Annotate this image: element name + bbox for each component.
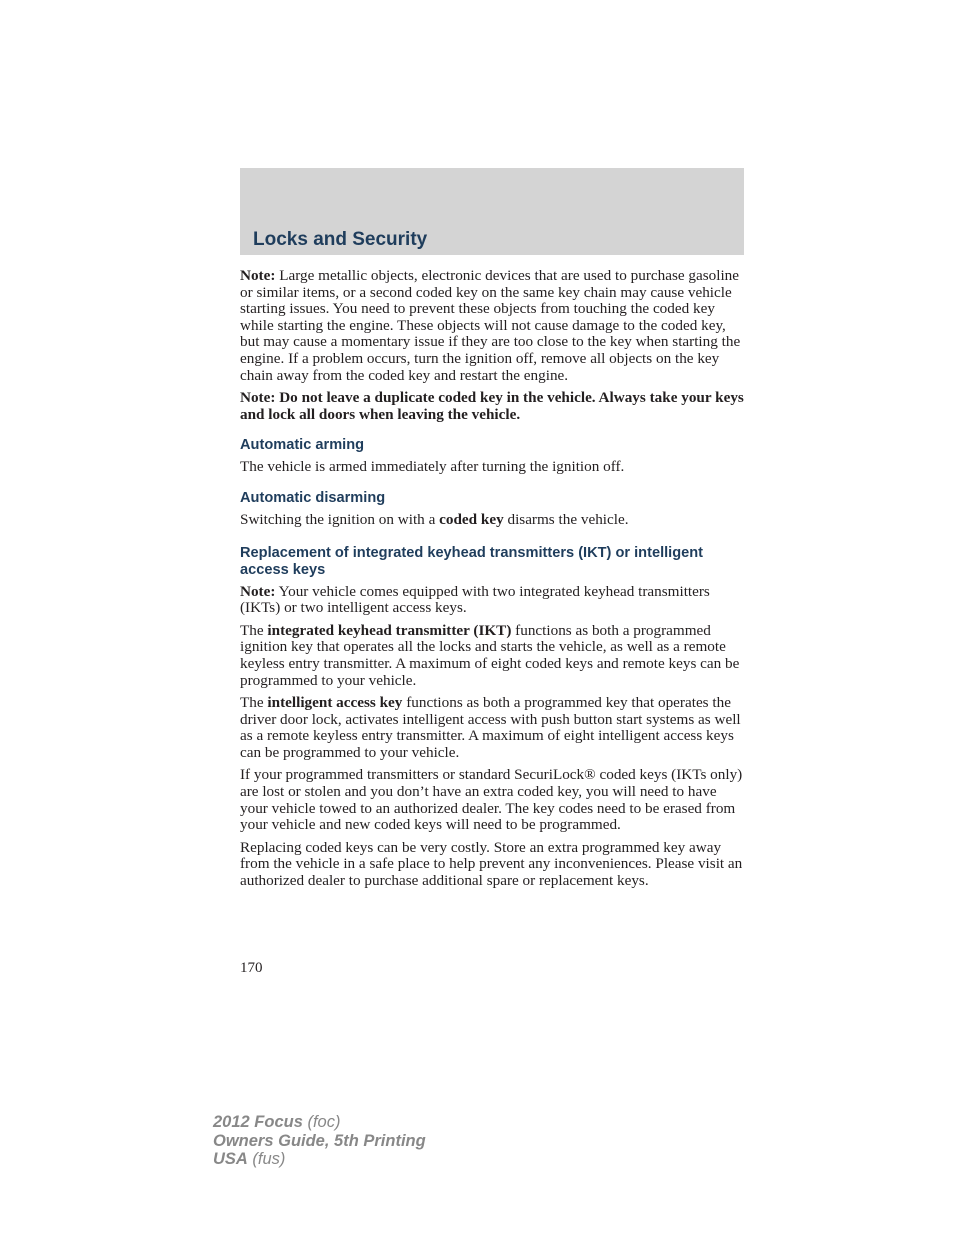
paragraph-automatic-disarming: Switching the ignition on with a coded key disarms the vehicle. <box>240 510 629 528</box>
paragraph-intelligent-access-key: The intelligent access key functions as both a programmed key that operates the driver door lock, activates intelligent access with push button start systems as well as a remote keyless entry transmitter. A maximum of eight intelligent access keys can be programmed to your vehicle. <box>240 694 741 761</box>
note-paragraph-duplicate-key: Note: Do not leave a duplicate coded key in the vehicle. Always take your keys and lock all doors when leaving the vehicle. <box>240 389 744 423</box>
heading-automatic-arming: Automatic arming <box>240 437 365 454</box>
page-content <box>240 268 746 896</box>
footer-line-model: 2012 Focus (foc) <box>213 1113 341 1131</box>
paragraph-automatic-arming: The vehicle is armed immediately after turning the ignition off. <box>240 458 625 476</box>
page-number: 170 <box>240 960 263 976</box>
heading-automatic-disarming: Automatic disarming <box>240 489 386 506</box>
section-title: Locks and Security <box>253 229 428 250</box>
document-footer <box>213 1113 426 1169</box>
paragraph-lost-keys: If your programmed transmitters or standard SecuriLock® coded keys (IKTs only) are lost or stolen and you don’t have an extra coded key, you will need to have your vehicle towed to an authorized dealer. The key codes need to be erased from your vehicle and new coded keys will need to be programmed. <box>240 766 743 834</box>
section-header-band <box>240 168 744 255</box>
note-paragraph-two-keys: Note: Your vehicle comes equipped with two integrated keyhead transmitters (IKTs) or two intelligent access keys. <box>240 582 710 617</box>
note-label: Note: <box>240 267 276 284</box>
note-label: Note: <box>240 582 276 600</box>
note-paragraph-metallic-objects: Note: Large metallic objects, electronic devices that are used to purchase gasoline or similar items, or a second coded key on the same key chain may cause vehicle starting issues. You need to prevent these objects from touching the coded key while starting the engine. These objects will not cause damage to the coded key, but may cause a momentary issue if they are too close to the key when starting the engine. If a problem occurs, turn the ignition off, remove all objects on the key chain away from the coded key and restart the engine. <box>240 267 741 384</box>
footer-line-market: USA (fus) <box>213 1150 286 1168</box>
paragraph-replacing-keys: Replacing coded keys can be very costly. Store an extra programmed key away from the vehicle in a safe place to help prevent any inconveniences. Please visit an authorized dealer to purchase additional spare or replacement keys. <box>240 838 743 890</box>
footer-line-edition: Owners Guide, 5th Printing <box>213 1131 426 1150</box>
paragraph-ikt: The integrated keyhead transmitter (IKT) functions as both a programmed ignition key that operates all the locks and starts the vehicle, as well as a remote keyless entry transmitter. A maximum of eight coded keys and remote keys can be programmed to your vehicle. <box>240 621 740 689</box>
heading-replacement-keys: Replacement of integrated keyhead transmitters (IKT) or intelligent access keys <box>240 544 704 578</box>
